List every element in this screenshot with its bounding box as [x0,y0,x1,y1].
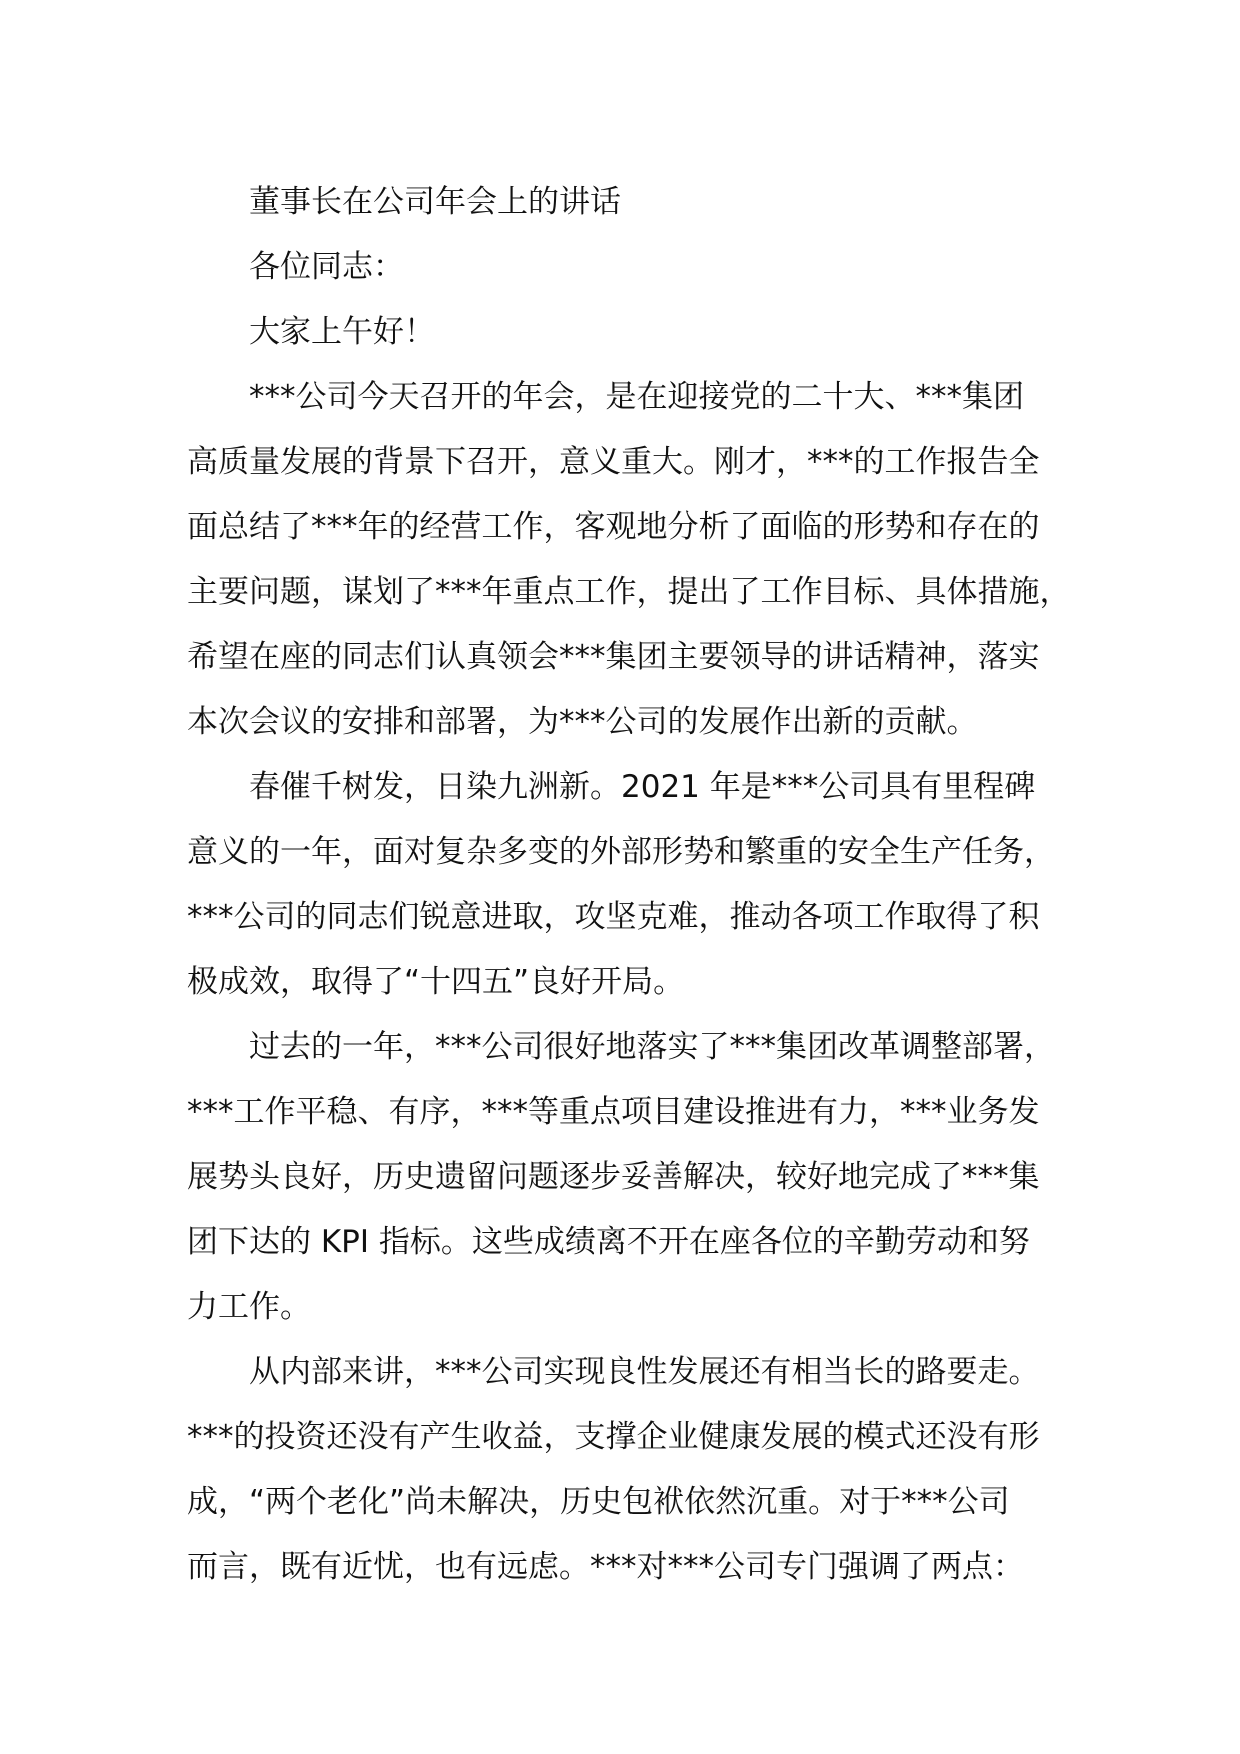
text-line: ***的投资还没有产生收益，支撑企业健康发展的模式还没有形 [187,1419,1040,1455]
text-line: 希望在座的同志们认真领会***集团主要领导的讲话精神，落实 [187,639,1040,675]
text-line: 主要问题，谋划了***年重点工作，提出了工作目标、具体措施， [187,574,1071,610]
speech-body [187,170,1071,1600]
text-line: 团下达的 KPI 指标。这些成绩离不开在座各位的辛勤劳动和努 [187,1224,1030,1260]
text-line: 过去的一年，***公司很好地落实了***集团改革调整部署， [249,1029,1055,1065]
text-line: 力工作。 [187,1289,311,1325]
text-line: ***公司今天召开的年会，是在迎接党的二十大、***集团 [249,379,1024,415]
text-line: 面总结了***年的经营工作，客观地分析了面临的形势和存在的 [187,509,1040,545]
text-line: 春催千树发，日染九洲新。2021 年是***公司具有里程碑 [249,769,1036,805]
text-line: 本次会议的安排和部署，为***公司的发展作出新的贡献。 [187,704,978,740]
text-line: 高质量发展的背景下召开，意义重大。刚才，***的工作报告全 [187,444,1040,480]
document-title: 董事长在公司年会上的讲话 [249,184,621,220]
text-line: 极成效，取得了“十四五”良好开局。 [187,964,685,1000]
text-line: 而言，既有近忧，也有远虑。***对***公司专门强调了两点： [187,1549,1024,1585]
salutation: 各位同志： [249,249,404,285]
text-line: 从内部来讲，***公司实现良性发展还有相当长的路要走。 [249,1354,1040,1390]
text-line: ***工作平稳、有序，***等重点项目建设推进有力，***业务发 [187,1094,1040,1130]
greeting: 大家上午好！ [249,314,435,350]
text-line: ***公司的同志们锐意进取，攻坚克难，推动各项工作取得了积 [187,899,1040,935]
text-line: 成，“两个老化”尚未解决，历史包袱依然沉重。对于***公司 [187,1484,1010,1520]
text-line: 意义的一年，面对复杂多变的外部形势和繁重的安全生产任务， [187,834,1055,870]
text-line: 展势头良好，历史遗留问题逐步妥善解决，较好地完成了***集 [187,1159,1040,1195]
